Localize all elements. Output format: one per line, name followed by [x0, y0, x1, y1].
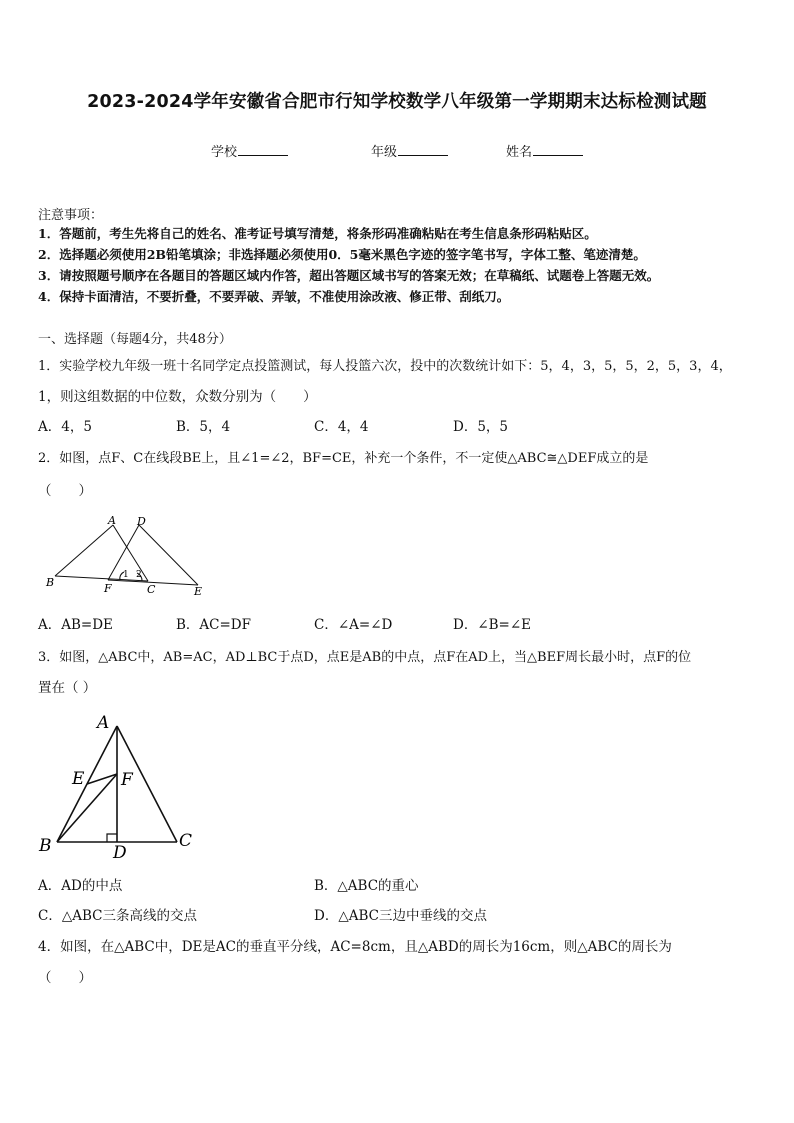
q3-stem-line2: 置在（ ）	[38, 680, 97, 696]
school-label: 学校	[211, 145, 238, 160]
q1-stem-line2: 1，则这组数据的中位数，众数分别为（ ）	[38, 389, 317, 405]
grade-field	[371, 141, 448, 160]
q1-option-a[interactable]: A．4，5	[38, 419, 92, 435]
name-label: 姓名	[506, 145, 533, 160]
notice-heading: 注意事项：	[38, 208, 104, 223]
q2-stem-line1: 2．如图，点F、C在线段BE上，且∠1=∠2，BF=CE，补充一个条件，不一定使△ABC≅△DEF成立的是	[38, 451, 649, 466]
q2-option-a[interactable]: A．AB=DE	[38, 617, 113, 633]
q3-option-a[interactable]: A．AD的中点	[38, 878, 123, 894]
grade-label: 年级	[371, 145, 398, 160]
q2-label-a: A	[108, 514, 116, 527]
section-heading: 一、选择题（每题4分，共48分）	[38, 332, 232, 347]
q3-stem-line1: 3．如图，△ABC中，AB=AC，AD⊥BC于点D，点E是AB的中点，点F在AD上，当△BEF周长最小时，点F的位	[38, 650, 692, 665]
q3-label-b: B	[39, 836, 52, 856]
notice-item: 2．选择题必须使用2B铅笔填涂；非选择题必须使用0．5毫米黑色字迹的签字笔书写，字体工整、笔迹清楚。	[38, 247, 646, 262]
q3-label-e: E	[72, 769, 85, 789]
notice-item: 4．保持卡面清洁，不要折叠，不要弄破、弄皱，不准使用涂改液、修正带、刮纸刀。	[38, 289, 510, 304]
q2-label-c: C	[147, 583, 156, 596]
name-blank[interactable]	[533, 143, 583, 156]
grade-blank[interactable]	[398, 143, 448, 156]
school-field	[211, 141, 288, 160]
q3-option-b[interactable]: B．△ABC的重心	[314, 878, 419, 894]
q1-option-d[interactable]: D．5，5	[453, 419, 509, 435]
q3-label-f: F	[121, 770, 133, 790]
q2-option-d[interactable]: D．∠B=∠E	[453, 617, 532, 633]
q4-stem-line1: 4．如图，在△ABC中，DE是AC的垂直平分线，AC=8cm，且△ABD的周长为16cm，则△ABC的周长为	[38, 939, 672, 955]
q2-figure	[40, 510, 220, 605]
q3-label-d: D	[113, 843, 127, 863]
q1-stem-line1: 1．实验学校九年级一班十名同学定点投篮测试，每人投篮六次，投中的次数统计如下：5，4，3，5，5，2，5，3，4，	[38, 359, 732, 374]
q2-option-b[interactable]: B．AC=DF	[176, 617, 252, 633]
q3-label-a: A	[97, 713, 110, 733]
q4-stem-line2: （ ）	[38, 970, 92, 986]
q2-label-d: D	[137, 515, 146, 528]
q2-label-b: B	[46, 576, 55, 589]
q3-option-c[interactable]: C．△ABC三条高线的交点	[38, 908, 197, 924]
notice-item: 3．请按照题号顺序在各题目的答题区域内作答，超出答题区域书写的答案无效；在草稿纸、试题卷上答题无效。	[38, 268, 660, 283]
q2-angle-1: 1	[123, 570, 129, 580]
q1-option-c[interactable]: C．4，4	[314, 419, 369, 435]
school-blank[interactable]	[238, 143, 288, 156]
q3-option-d[interactable]: D．△ABC三边中垂线的交点	[314, 908, 487, 924]
q1-option-b[interactable]: B．5，4	[176, 419, 231, 435]
q2-option-c[interactable]: C．∠A=∠D	[314, 617, 393, 633]
q2-label-e: E	[194, 585, 203, 598]
q3-label-c: C	[179, 831, 193, 851]
name-field	[506, 141, 583, 160]
q2-stem-line2: （ ）	[38, 483, 92, 499]
q3-figure	[35, 706, 205, 866]
notice-item: 1．答题前，考生先将自己的姓名、准考证号填写清楚，将条形码准确粘贴在考生信息条形码粘贴区。	[38, 226, 597, 241]
q2-label-f: F	[104, 582, 112, 595]
q2-angle-2: 2	[136, 570, 142, 580]
page-title: 2023-2024学年安徽省合肥市行知学校数学八年级第一学期期末达标检测试题	[87, 92, 707, 112]
